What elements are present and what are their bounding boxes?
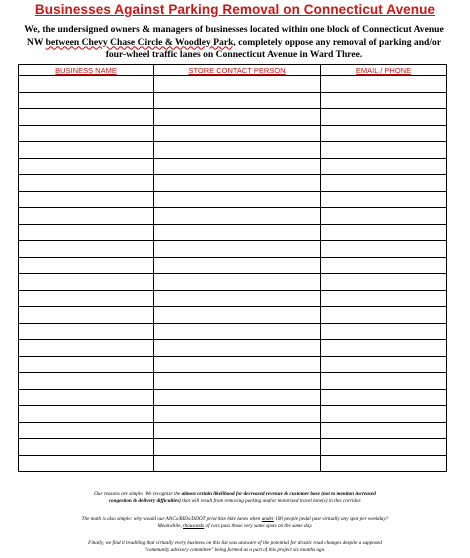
header-business-name: BUSINESS NAME xyxy=(19,65,154,76)
table-row xyxy=(19,340,447,357)
contact-person-cell[interactable] xyxy=(154,241,321,258)
business-name-cell[interactable] xyxy=(19,76,154,93)
footer-reasons xyxy=(24,491,446,505)
email-phone-cell[interactable] xyxy=(321,76,447,93)
contact-person-cell[interactable] xyxy=(154,191,321,208)
contact-person-cell[interactable] xyxy=(154,158,321,175)
contact-person-cell[interactable] xyxy=(154,290,321,307)
table-row xyxy=(19,389,447,406)
business-name-cell[interactable] xyxy=(19,257,154,274)
table-row xyxy=(19,175,447,192)
table-row xyxy=(19,76,447,93)
email-phone-cell[interactable] xyxy=(321,356,447,373)
footer-math-under: under xyxy=(261,516,274,522)
email-phone-cell[interactable] xyxy=(321,224,447,241)
footer-finally-line-1: Finally, we find it troubling that virtually every business on this list was unaware of the potential for drastic road changes despite a supposed xyxy=(88,540,382,546)
table-row xyxy=(19,224,447,241)
table-row xyxy=(19,241,447,258)
header-store-contact-person: STORE CONTACT PERSON xyxy=(154,65,321,76)
contact-person-cell[interactable] xyxy=(154,439,321,456)
table-row xyxy=(19,373,447,390)
contact-person-cell[interactable] xyxy=(154,142,321,159)
business-name-cell[interactable] xyxy=(19,175,154,192)
business-name-cell[interactable] xyxy=(19,323,154,340)
footer-finally-line-2: "community advisory committee" being formed as a part of this project six months ago. xyxy=(144,546,326,553)
email-phone-cell[interactable] xyxy=(321,274,447,291)
footer-math-end: 100 people pedal past virtually any spot per weekday? xyxy=(273,516,389,522)
contact-person-cell[interactable] xyxy=(154,224,321,241)
business-name-cell[interactable] xyxy=(19,307,154,324)
footer-reasons-start: Our reasons are simple. We recognize the xyxy=(94,491,182,497)
contact-person-cell[interactable] xyxy=(154,307,321,324)
intro-line-1: We, the undersigned owners & managers of businesses located within one block of Connecticut Avenue xyxy=(24,24,444,35)
business-name-cell[interactable] xyxy=(19,142,154,159)
footer-math-thousands: thousands xyxy=(183,522,205,529)
footer-math-meanwhile: Meanwhile, xyxy=(157,522,184,529)
email-phone-cell[interactable] xyxy=(321,92,447,109)
contact-person-cell[interactable] xyxy=(154,373,321,390)
table-row xyxy=(19,422,447,439)
contact-person-cell[interactable] xyxy=(154,76,321,93)
footer-math xyxy=(24,516,446,530)
intro-line-3: four-wheel traffic lanes on Connecticut Avenue in Ward Three. xyxy=(105,49,363,60)
contact-person-cell[interactable] xyxy=(154,340,321,357)
footer-reasons-emphasis-2: congestion & delivery difficulties) xyxy=(108,497,181,504)
email-phone-cell[interactable] xyxy=(321,109,447,126)
email-phone-cell[interactable] xyxy=(321,175,447,192)
table-row xyxy=(19,455,447,472)
table-row xyxy=(19,439,447,456)
email-phone-cell[interactable] xyxy=(321,142,447,159)
table-row xyxy=(19,191,447,208)
table-header-row xyxy=(19,65,447,76)
footer-reasons-line-1 xyxy=(24,491,446,498)
table-row xyxy=(19,125,447,142)
business-name-cell[interactable] xyxy=(19,373,154,390)
footer-reasons-line-2 xyxy=(24,498,446,505)
email-phone-cell[interactable] xyxy=(321,340,447,357)
contact-person-cell[interactable] xyxy=(154,406,321,423)
email-phone-cell[interactable] xyxy=(321,455,447,472)
business-name-cell[interactable] xyxy=(19,208,154,225)
business-name-cell[interactable] xyxy=(19,455,154,472)
business-name-cell[interactable] xyxy=(19,241,154,258)
email-phone-cell[interactable] xyxy=(321,323,447,340)
intro-line-2-start: NW xyxy=(26,36,46,48)
footer-reasons-end: that will result from removing parking and/or motorized travel lane(s) in this corridor. xyxy=(180,497,362,504)
contact-person-cell[interactable] xyxy=(154,455,321,472)
contact-person-cell[interactable] xyxy=(154,175,321,192)
email-phone-cell[interactable] xyxy=(321,422,447,439)
table-row xyxy=(19,92,447,109)
table-row xyxy=(19,290,447,307)
contact-person-cell[interactable] xyxy=(154,389,321,406)
intro-line-2 xyxy=(14,37,454,50)
footer-math-line-2 xyxy=(24,523,446,530)
business-name-cell[interactable] xyxy=(19,92,154,109)
contact-person-cell[interactable] xyxy=(154,92,321,109)
contact-person-cell[interactable] xyxy=(154,125,321,142)
email-phone-cell[interactable] xyxy=(321,191,447,208)
contact-person-cell[interactable] xyxy=(154,109,321,126)
email-phone-cell[interactable] xyxy=(321,439,447,456)
business-name-cell[interactable] xyxy=(19,125,154,142)
email-phone-cell[interactable] xyxy=(321,158,447,175)
table-row xyxy=(19,158,447,175)
table-body xyxy=(19,76,447,472)
business-name-cell[interactable] xyxy=(19,191,154,208)
business-name-cell[interactable] xyxy=(19,274,154,291)
intro-paragraph xyxy=(14,24,454,62)
business-name-cell[interactable] xyxy=(19,356,154,373)
table-row xyxy=(19,356,447,373)
table-row xyxy=(19,307,447,324)
table-row xyxy=(19,323,447,340)
business-name-cell[interactable] xyxy=(19,389,154,406)
footer-reasons-emphasis: almost certain likelihood for decreased revenue & customer base (not to mention increased xyxy=(181,491,376,497)
header-email-phone: EMAIL / PHONE xyxy=(321,65,447,76)
footer-math-start: The math is also simple: why would our ANCs/BIDs/DDOT prioritize bike lanes when xyxy=(81,516,262,522)
contact-person-cell[interactable] xyxy=(154,422,321,439)
table-row xyxy=(19,406,447,423)
business-name-cell[interactable] xyxy=(19,158,154,175)
business-name-cell[interactable] xyxy=(19,290,154,307)
table-row xyxy=(19,109,447,126)
intro-line-2-end: completely oppose any removal of parking and/or xyxy=(235,36,442,48)
email-phone-cell[interactable] xyxy=(321,290,447,307)
business-name-cell[interactable] xyxy=(19,439,154,456)
table-row xyxy=(19,208,447,225)
business-name-cell[interactable] xyxy=(19,340,154,357)
email-phone-cell[interactable] xyxy=(321,257,447,274)
business-name-cell[interactable] xyxy=(19,422,154,439)
email-phone-cell[interactable] xyxy=(321,389,447,406)
contact-person-cell[interactable] xyxy=(154,208,321,225)
table-row xyxy=(19,274,447,291)
email-phone-cell[interactable] xyxy=(321,406,447,423)
table-row xyxy=(19,257,447,274)
email-phone-cell[interactable] xyxy=(321,125,447,142)
document-title: Businesses Against Parking Removal on Connecticut Avenue xyxy=(34,2,436,17)
intro-location-phrase: between Chevy Chase Circle & Woodley Park, xyxy=(45,36,236,48)
email-phone-cell[interactable] xyxy=(321,208,447,225)
contact-person-cell[interactable] xyxy=(154,274,321,291)
footer-math-line-1 xyxy=(24,516,446,523)
business-name-cell[interactable] xyxy=(19,406,154,423)
business-name-cell[interactable] xyxy=(19,109,154,126)
table-row xyxy=(19,142,447,159)
business-name-cell[interactable] xyxy=(19,224,154,241)
contact-person-cell[interactable] xyxy=(154,257,321,274)
contact-person-cell[interactable] xyxy=(154,356,321,373)
footer-finally xyxy=(24,540,446,554)
email-phone-cell[interactable] xyxy=(321,373,447,390)
footer-math-tail: of cars pass those very same spots on the same day. xyxy=(204,522,313,529)
email-phone-cell[interactable] xyxy=(321,307,447,324)
signature-table xyxy=(18,64,447,472)
email-phone-cell[interactable] xyxy=(321,241,447,258)
contact-person-cell[interactable] xyxy=(154,323,321,340)
